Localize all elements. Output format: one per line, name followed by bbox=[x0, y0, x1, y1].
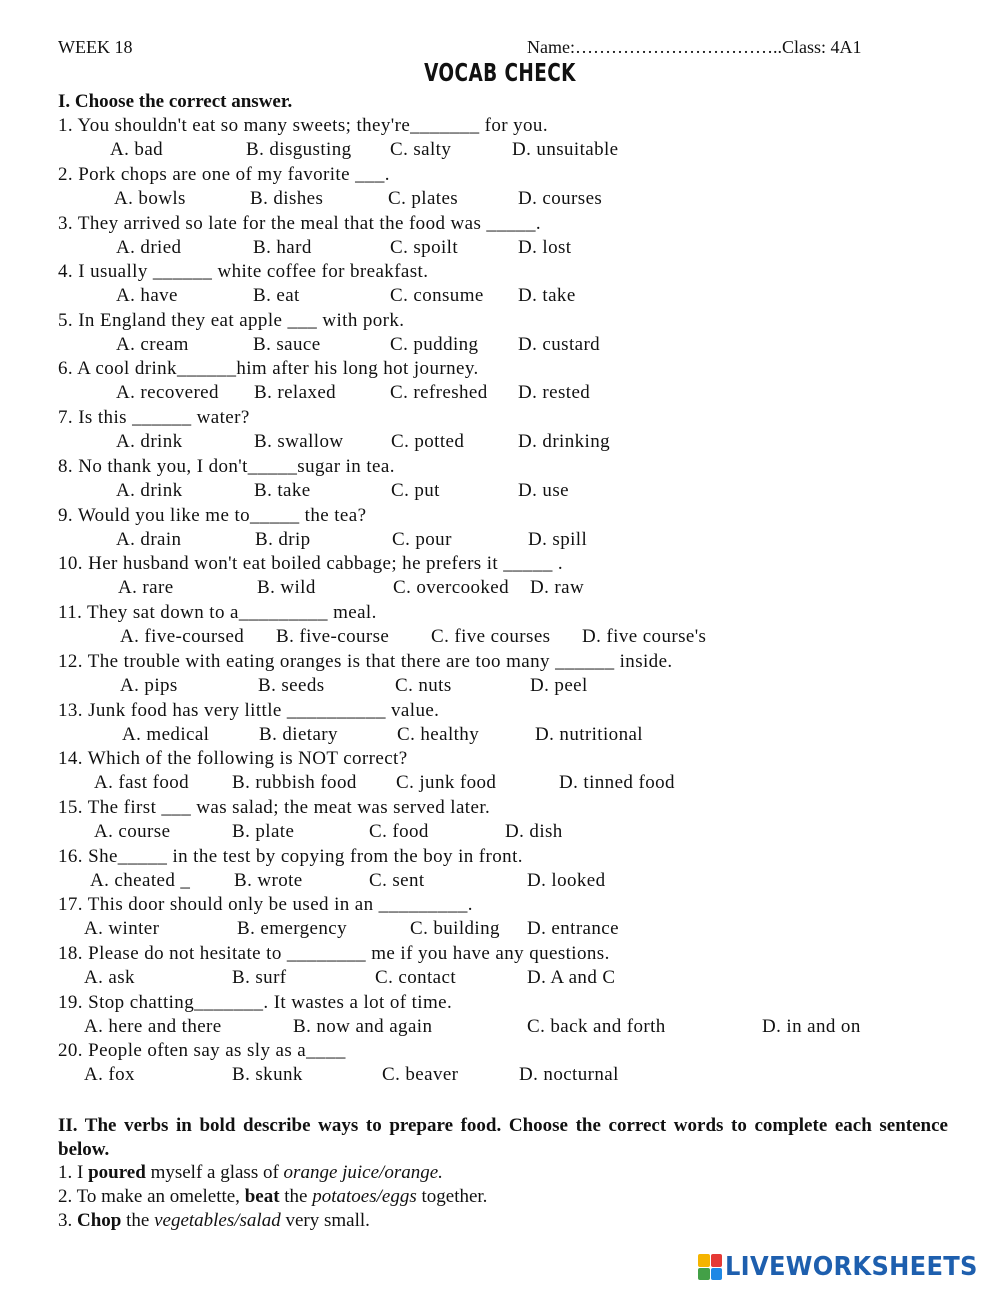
answer-option[interactable]: C. pour bbox=[392, 529, 452, 550]
answer-option[interactable]: D. rested bbox=[518, 382, 591, 403]
answer-option[interactable]: D. looked bbox=[527, 870, 606, 891]
answer-option[interactable]: D. raw bbox=[530, 577, 585, 598]
answer-option[interactable]: C. overcooked bbox=[393, 577, 509, 598]
question-text: 1. You shouldn't eat so many sweets; they're_______ for you. bbox=[58, 115, 548, 136]
answer-option[interactable]: C. nuts bbox=[395, 675, 452, 696]
answer-option[interactable]: B. hard bbox=[253, 237, 312, 258]
verb-bold: Chop bbox=[77, 1210, 122, 1231]
answer-option[interactable]: B. relaxed bbox=[254, 382, 337, 403]
answer-option[interactable]: B. take bbox=[254, 480, 311, 501]
answer-option[interactable]: B. emergency bbox=[237, 918, 347, 939]
item-suffix: together. bbox=[416, 1186, 488, 1207]
answer-option[interactable]: D. entrance bbox=[527, 918, 619, 939]
answer-option[interactable]: D. in and on bbox=[762, 1016, 861, 1037]
answer-option[interactable]: D. tinned food bbox=[559, 772, 675, 793]
question-text: 18. Please do not hesitate to ________ me if you have any questions. bbox=[58, 943, 610, 964]
answer-option[interactable]: D. use bbox=[518, 480, 569, 501]
word-choice[interactable]: vegetables/salad bbox=[154, 1210, 281, 1231]
answer-option[interactable]: A. drain bbox=[116, 529, 182, 550]
answer-option[interactable]: B. plate bbox=[232, 821, 295, 842]
answer-option[interactable]: C. salty bbox=[390, 139, 452, 160]
answer-option[interactable]: C. beaver bbox=[382, 1064, 459, 1085]
answer-option[interactable]: A. rare bbox=[118, 577, 174, 598]
answer-option[interactable]: B. rubbish food bbox=[232, 772, 357, 793]
answer-option[interactable]: A. here and there bbox=[84, 1016, 222, 1037]
item-prefix: 1. I bbox=[58, 1162, 89, 1183]
answer-option[interactable]: D. unsuitable bbox=[512, 139, 619, 160]
answer-option[interactable]: C. spoilt bbox=[390, 237, 459, 258]
answer-option[interactable]: D. take bbox=[518, 285, 576, 306]
answer-option[interactable]: C. pudding bbox=[390, 334, 479, 355]
section1-title: I. Choose the correct answer. bbox=[58, 91, 293, 112]
answer-option[interactable]: C. put bbox=[391, 480, 440, 501]
answer-option[interactable]: B. eat bbox=[253, 285, 300, 306]
answer-option[interactable]: D. A and C bbox=[527, 967, 616, 988]
question-text: 20. People often say as sly as a____ bbox=[58, 1040, 346, 1061]
question-text: 12. The trouble with eating oranges is that there are too many ______ inside. bbox=[58, 651, 673, 672]
answer-option[interactable]: B. wild bbox=[257, 577, 316, 598]
answer-option[interactable]: A. course bbox=[94, 821, 171, 842]
answer-option[interactable]: D. peel bbox=[530, 675, 588, 696]
answer-option[interactable]: B. seeds bbox=[258, 675, 325, 696]
question-text: 5. In England they eat apple ___ with pork. bbox=[58, 310, 405, 331]
question-text: 9. Would you like me to_____ the tea? bbox=[58, 505, 367, 526]
answer-option[interactable]: B. wrote bbox=[234, 870, 303, 891]
answer-option[interactable]: C. potted bbox=[391, 431, 465, 452]
logo-text: LIVEWORKSHEETS bbox=[725, 1252, 978, 1282]
question-text: 8. No thank you, I don't_____sugar in tea. bbox=[58, 456, 395, 477]
answer-option[interactable]: B. drip bbox=[255, 529, 311, 550]
item-middle: the bbox=[121, 1210, 155, 1231]
section2-item bbox=[58, 1210, 370, 1232]
question-text: 2. Pork chops are one of my favorite ___. bbox=[58, 164, 390, 185]
logo-blocks-icon bbox=[698, 1254, 722, 1280]
page-title: VOCAB CHECK bbox=[424, 58, 576, 87]
item-middle: the bbox=[279, 1186, 313, 1207]
answer-option[interactable]: B. five-course bbox=[276, 626, 390, 647]
answer-option[interactable]: C. consume bbox=[390, 285, 484, 306]
answer-option[interactable]: C. contact bbox=[375, 967, 457, 988]
section2-title: II. The verbs in bold describe ways to prepare food. Choose the correct words to complete each sentence below. bbox=[58, 1115, 948, 1160]
answer-option[interactable]: A. medical bbox=[122, 724, 210, 745]
answer-option[interactable]: A. ask bbox=[84, 967, 135, 988]
answer-option[interactable]: D. spill bbox=[528, 529, 588, 550]
answer-option[interactable]: A. fox bbox=[84, 1064, 135, 1085]
question-text: 11. They sat down to a_________ meal. bbox=[58, 602, 377, 623]
question-text: 13. Junk food has very little __________ value. bbox=[58, 700, 440, 721]
item-prefix: 2. To make an omelette, bbox=[58, 1186, 245, 1207]
question-text: 14. Which of the following is NOT correct? bbox=[58, 748, 408, 769]
answer-option[interactable]: D. nutritional bbox=[535, 724, 643, 745]
question-text: 15. The first ___ was salad; the meat was served later. bbox=[58, 797, 491, 818]
answer-option[interactable]: A. drink bbox=[116, 480, 183, 501]
answer-option[interactable]: C. healthy bbox=[397, 724, 480, 745]
answer-option[interactable]: C. refreshed bbox=[390, 382, 488, 403]
question-text: 17. This door should only be used in an _________. bbox=[58, 894, 473, 915]
question-text: 6. A cool drink______him after his long hot journey. bbox=[58, 358, 479, 379]
answer-option[interactable]: C. food bbox=[369, 821, 429, 842]
question-text: 4. I usually ______ white coffee for breakfast. bbox=[58, 261, 429, 282]
verb-bold: poured bbox=[88, 1162, 146, 1183]
answer-option[interactable]: C. sent bbox=[369, 870, 425, 891]
answer-option[interactable]: A. bad bbox=[110, 139, 164, 160]
answer-option[interactable]: D. nocturnal bbox=[519, 1064, 619, 1085]
answer-option[interactable]: D. dish bbox=[505, 821, 563, 842]
section2-item bbox=[58, 1162, 443, 1184]
answer-option[interactable]: A. drink bbox=[116, 431, 183, 452]
answer-option[interactable]: C. junk food bbox=[396, 772, 497, 793]
answer-option[interactable]: D. lost bbox=[518, 237, 572, 258]
question-text: 7. Is this ______ water? bbox=[58, 407, 250, 428]
answer-option[interactable]: A. fast food bbox=[94, 772, 190, 793]
answer-option[interactable]: A. bowls bbox=[114, 188, 186, 209]
item-middle: myself a glass of bbox=[145, 1162, 284, 1183]
name-class-field: Name:……………………………..Class: 4A1 bbox=[527, 37, 862, 57]
answer-option[interactable]: C. back and forth bbox=[527, 1016, 666, 1037]
week-label: WEEK 18 bbox=[58, 37, 133, 57]
answer-option[interactable]: D. courses bbox=[518, 188, 603, 209]
answer-option[interactable]: B. swallow bbox=[254, 431, 344, 452]
word-choice[interactable]: potatoes/eggs bbox=[312, 1186, 417, 1207]
answer-option[interactable]: A. cheated _ bbox=[90, 870, 191, 891]
answer-option[interactable]: C. five courses bbox=[431, 626, 551, 647]
answer-option[interactable]: A. recovered bbox=[116, 382, 219, 403]
answer-option[interactable]: B. sauce bbox=[253, 334, 321, 355]
liveworksheets-logo[interactable] bbox=[698, 1252, 997, 1282]
answer-option[interactable]: A. have bbox=[116, 285, 178, 306]
answer-option[interactable]: C. plates bbox=[388, 188, 459, 209]
question-text: 19. Stop chatting_______. It wastes a lot of time. bbox=[58, 992, 453, 1013]
word-choice[interactable]: orange juice/orange. bbox=[283, 1162, 443, 1183]
answer-option[interactable]: B. dietary bbox=[259, 724, 338, 745]
answer-option[interactable]: D. five course's bbox=[582, 626, 707, 647]
item-suffix: very small. bbox=[280, 1210, 370, 1231]
answer-option[interactable]: D. drinking bbox=[518, 431, 611, 452]
answer-option[interactable]: A. dried bbox=[116, 237, 182, 258]
answer-option[interactable]: C. building bbox=[410, 918, 500, 939]
answer-option[interactable]: A. winter bbox=[84, 918, 160, 939]
answer-option[interactable]: A. five-coursed bbox=[120, 626, 245, 647]
answer-option[interactable]: B. dishes bbox=[250, 188, 324, 209]
verb-bold: beat bbox=[244, 1186, 280, 1207]
answer-option[interactable]: A. cream bbox=[116, 334, 189, 355]
question-text: 10. Her husband won't eat boiled cabbage; he prefers it _____ . bbox=[58, 553, 564, 574]
answer-option[interactable]: B. disgusting bbox=[246, 139, 352, 160]
answer-option[interactable]: D. custard bbox=[518, 334, 601, 355]
answer-option[interactable]: B. surf bbox=[232, 967, 287, 988]
section2-item bbox=[58, 1186, 487, 1208]
question-text: 16. She_____ in the test by copying from the boy in front. bbox=[58, 846, 523, 867]
answer-option[interactable]: B. skunk bbox=[232, 1064, 303, 1085]
answer-option[interactable]: B. now and again bbox=[293, 1016, 433, 1037]
answer-option[interactable]: A. pips bbox=[120, 675, 178, 696]
question-text: 3. They arrived so late for the meal that the food was _____. bbox=[58, 213, 542, 234]
item-prefix: 3. bbox=[58, 1210, 77, 1231]
